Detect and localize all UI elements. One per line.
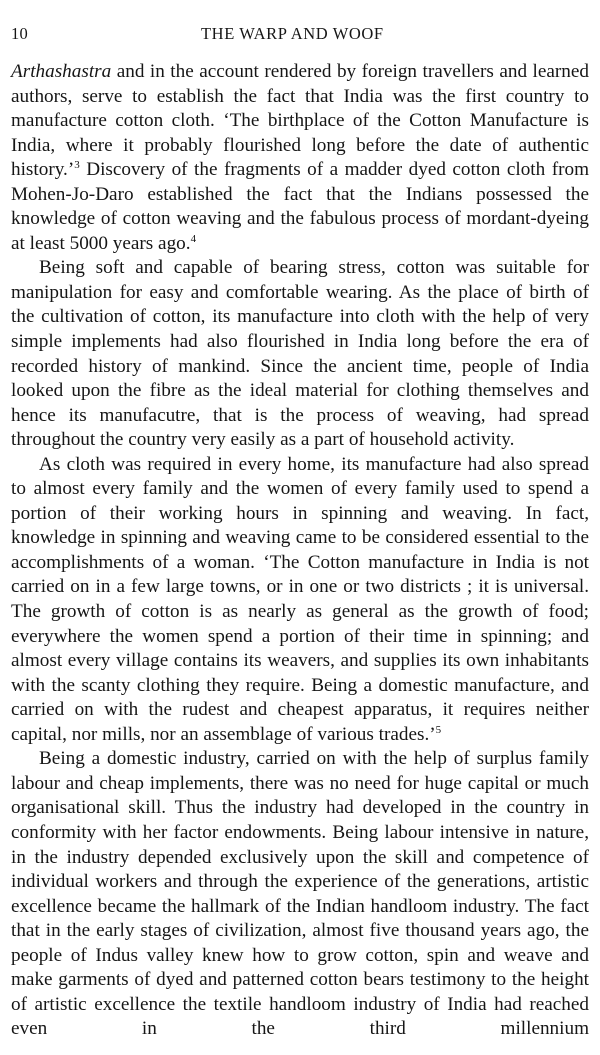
paragraph-2 [11, 256, 589, 452]
paragraph-4 [11, 747, 589, 1042]
body-text [11, 60, 589, 1042]
page-number: 10 [11, 24, 28, 43]
paragraph-1-text-b: Discovery of the fragments of a madder dyed cotton cloth from Mohen-Jo-Daro established the fact that the Indians possessed the knowledge of cotton weaving and the fabulous process of mordant-dyeing at least 5000 years ago. [11, 159, 589, 254]
paragraph-1 [11, 60, 589, 256]
paragraph-2-text: Being soft and capable of bearing stress, cotton was suitable for manipulation for easy and comfortable wearing. As the place of birth of the cultivation of cotton, its manufacture into cloth with the help of very simple implements had also flourished in India long before the era of recorded history of mankind. Since the ancient time, people of India looked upon the fibre as the ideal material for clothing themselves and hence its manufacutre, that is the process of weaving, had spread throughout the country very easily as a part of household activity. [11, 257, 589, 451]
running-title: THE WARP AND WOOF [201, 24, 384, 43]
paragraph-3-text: As cloth was required in every home, its manufacture had also spread to almost every family and the women of every family used to spend a portion of their working hours in spinning and weaving. In fact, knowledge in spinning and weaving came to be considered essential to the accomplishments of a woman. ‘The Cotton manufacture in India is not carried on in a few large towns, or in one or two districts ; it is universal. The growth of cotton is as nearly as general as the growth of food; everywhere the women spend a portion of their time in spinning; and almost every village contains its weavers, and supplies its own inhabitants with the scanty clothing they require. Being a domestic manufacture, and carried on with the rudest and cheapest apparatus, it requires neither capital, nor mills, nor an assemblage of various trades.’ [11, 453, 589, 745]
paragraph-3 [11, 453, 589, 748]
footnote-marker-3: 3 [74, 159, 80, 172]
footnote-marker-5: 5 [435, 723, 442, 736]
italic-title-arthashastra: Arthashastra [11, 61, 112, 82]
paragraph-1-text-a: and in the account rendered by foreign travellers and learned authors, serve to establish the fact that India was the first country to manufacture cotton cloth. ‘The birthplace of the Cotton Manufacture is India, where it probably flourished long before the date of authentic history.’ [11, 61, 589, 181]
running-head [11, 24, 589, 46]
footnote-marker-4: 4 [190, 232, 197, 245]
paragraph-4-text: Being a domestic industry, carried on with the help of surplus family labour and cheap implements, there was no need for huge capital or much organisational skill. Thus the industry had developed in the country in conformity with her factor endowments. Being labour intensive in nature, in the industry depended exclusively upon the skill and competence of individual workers and through the experience of the generations, artistic excellence became the hallmark of the Indian handloom industry. The fact that in the early stages of civilization, almost five thousand years ago, the people of Indus valley knew how to grow cotton, spin and weave and make garments of dyed and patterned cotton bears testimony to the height of artistic excellence the textile handloom industry of India had reached even in the third millennium [11, 748, 589, 1040]
